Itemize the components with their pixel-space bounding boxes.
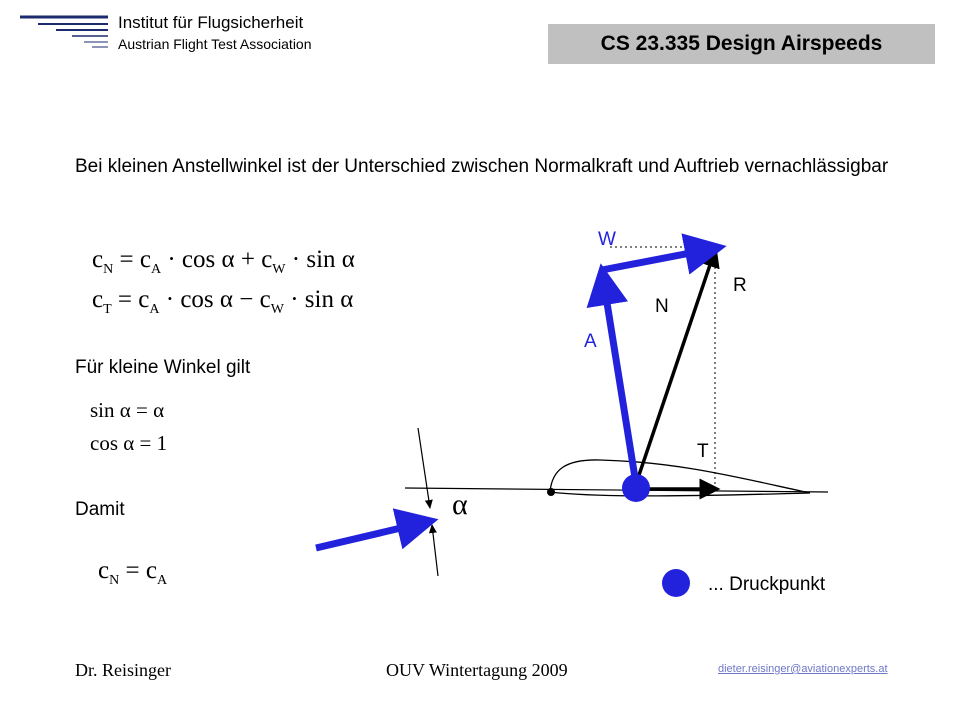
chord-line: [405, 488, 828, 492]
label-t: T: [697, 441, 709, 462]
lift-arrow: [604, 284, 636, 484]
equation-ct: $c_T = c_A \cdot \cos \alpha - c_W \cdot \sin \alpha$: [92, 286, 354, 317]
eq-cn-w-sub: W: [272, 262, 286, 277]
equation-result: $c_N = c_A$: [98, 557, 168, 588]
eq-cn-a-sub: A: [150, 262, 162, 277]
damit-heading: Damit: [75, 499, 125, 520]
pressure-point-marker: [622, 474, 650, 502]
footer-author: Dr. Reisinger: [75, 660, 171, 680]
eq-ct-end: · sin α: [283, 286, 354, 313]
eq-cn-end: · sin α: [285, 246, 355, 273]
eq-cn-lhs: c: [92, 246, 104, 273]
eq-ct-w-sub: W: [270, 302, 284, 317]
drag-arrow: [602, 250, 706, 270]
eq-cn-a: c: [139, 246, 151, 273]
label-n: N: [655, 296, 669, 317]
eq-result-lhs: c: [98, 557, 110, 584]
intro-text: Bei kleinen Anstellwinkel ist der Unterschied zwischen Normalkraft und Auftrieb vernachlässigbar: [75, 156, 889, 177]
aoa-line-lower: [432, 525, 438, 576]
equation-cos: cos α = 1: [90, 431, 168, 455]
label-r: R: [733, 275, 747, 296]
eq-ct-w: c: [259, 286, 271, 313]
legend-text: ... Druckpunkt: [708, 574, 826, 595]
label-w: W: [598, 229, 616, 250]
eq-result-rhs: c: [145, 557, 157, 584]
leading-edge-dot: [547, 488, 555, 496]
eq-result-lhs-sub: N: [109, 573, 120, 588]
eq-result-rhs-sub: A: [156, 573, 168, 588]
footer-email-link[interactable]: dieter.reisinger@aviationexperts.at: [718, 663, 888, 675]
equation-cn: $c_N = c_A \cdot \cos \alpha + c_W \cdot \sin \alpha$: [92, 246, 355, 277]
slide-title: CS 23.335 Design Airspeeds: [600, 32, 883, 55]
eq-ct-a: c: [138, 286, 150, 313]
org-subtitle: Austrian Flight Test Association: [118, 36, 312, 52]
label-a: A: [584, 331, 597, 352]
aoa-line-upper: [418, 428, 430, 508]
eq-ct-mid: · cos α −: [159, 286, 260, 313]
org-name: Institut für Flugsicherheit: [118, 13, 304, 32]
label-alpha: α: [452, 488, 468, 521]
eq-cn-w: c: [261, 246, 273, 273]
eq-cn-lhs-sub: N: [103, 262, 114, 277]
freestream-arrow: [316, 524, 418, 548]
eq-cn-mid: · cos α +: [161, 246, 262, 273]
eq-ct-lhs-sub: T: [103, 302, 112, 317]
footer-event: OUV Wintertagung 2009: [386, 660, 568, 680]
legend-dot: [662, 569, 690, 597]
small-angle-heading: Für kleine Winkel gilt: [75, 357, 251, 378]
eq-ct-a-sub: A: [149, 302, 160, 317]
equation-sin: sin α = α: [90, 398, 165, 422]
eq-ct-lhs: c: [92, 286, 104, 313]
